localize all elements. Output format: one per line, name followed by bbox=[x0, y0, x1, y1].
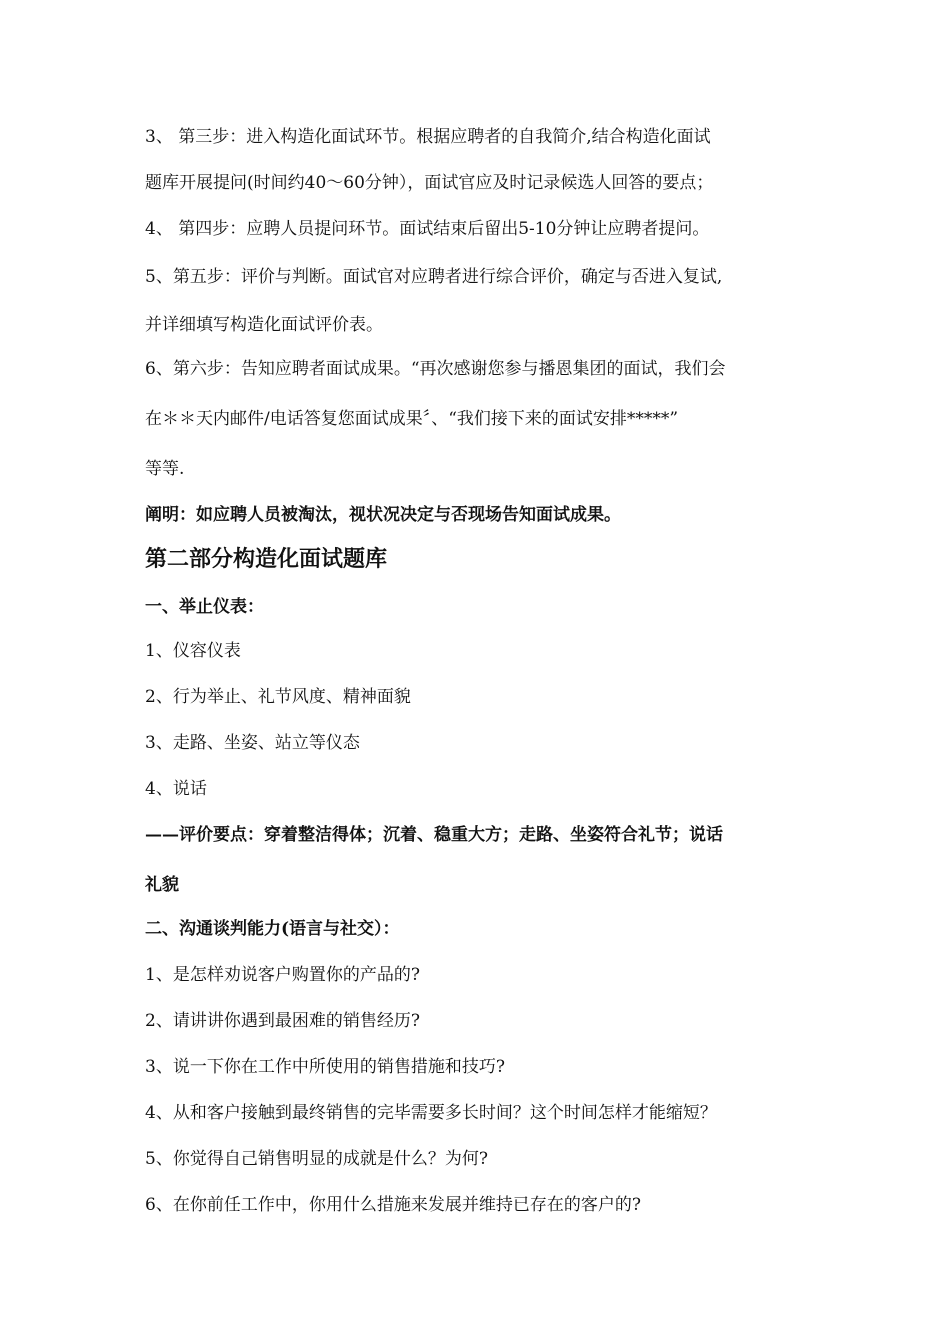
list-item: 4、说话 bbox=[145, 779, 207, 799]
list-item: 3、说一下你在工作中所使用的销售措施和技巧? bbox=[145, 1057, 505, 1077]
section1-heading: 一、举止仪表： bbox=[145, 597, 264, 617]
list-item: 5、你觉得自己销售明显的成就是什么？为何? bbox=[145, 1149, 488, 1169]
step5-line1: 5、第五步：评价与判断。面试官对应聘者进行综合评价，确定与否进入复试, bbox=[145, 267, 723, 287]
list-item: 1、是怎样劝说客户购置你的产品的? bbox=[145, 965, 420, 985]
step5-line2: 并详细填写构造化面试评价表。 bbox=[145, 315, 383, 335]
evaluation-line2: 礼貌 bbox=[145, 875, 179, 895]
section2-heading: 二、沟通谈判能力(语言与社交）： bbox=[145, 919, 400, 939]
step6-line2: 在＊＊天内邮件/电话答复您面试成果〞、“我们接下来的面试安排*****” bbox=[145, 409, 679, 429]
part-title: 第二部分构造化面试题库 bbox=[145, 546, 388, 572]
list-item: 2、请讲讲你遇到最困难的销售经历? bbox=[145, 1011, 420, 1031]
step3-line1: 3、 第三步：进入构造化面试环节。根据应聘者的自我简介,结合构造化面试 bbox=[145, 127, 711, 147]
list-item: 4、从和客户接触到最终销售的完毕需要多长时间？这个时间怎样才能缩短？ bbox=[145, 1103, 717, 1123]
step6-line1: 6、第六步：告知应聘者面试成果。“再次感谢您参与播恩集团的面试，我们会 bbox=[145, 359, 726, 379]
step3-line2: 题库开展提问(时间约40～60分钟），面试官应及时记录候选人回答的要点； bbox=[145, 173, 714, 193]
step4-line: 4、 第四步：应聘人员提问环节。面试结束后留出5-10分钟让应聘者提问。 bbox=[145, 219, 710, 239]
list-item: 6、在你前任工作中，你用什么措施来发展并维持已存在的客户的? bbox=[145, 1195, 641, 1215]
evaluation-line1: ——评价要点：穿着整洁得体；沉着、稳重大方；走路、坐姿符合礼节；说话 bbox=[145, 825, 723, 845]
list-item: 3、走路、坐姿、站立等仪态 bbox=[145, 733, 360, 753]
note-paragraph: 阐明：如应聘人员被淘汰，视状况决定与否现场告知面试成果。 bbox=[145, 505, 621, 525]
list-item: 2、行为举止、礼节风度、精神面貌 bbox=[145, 687, 411, 707]
list-item: 1、仪容仪表 bbox=[145, 641, 241, 661]
step6-line3: 等等. bbox=[145, 459, 185, 479]
